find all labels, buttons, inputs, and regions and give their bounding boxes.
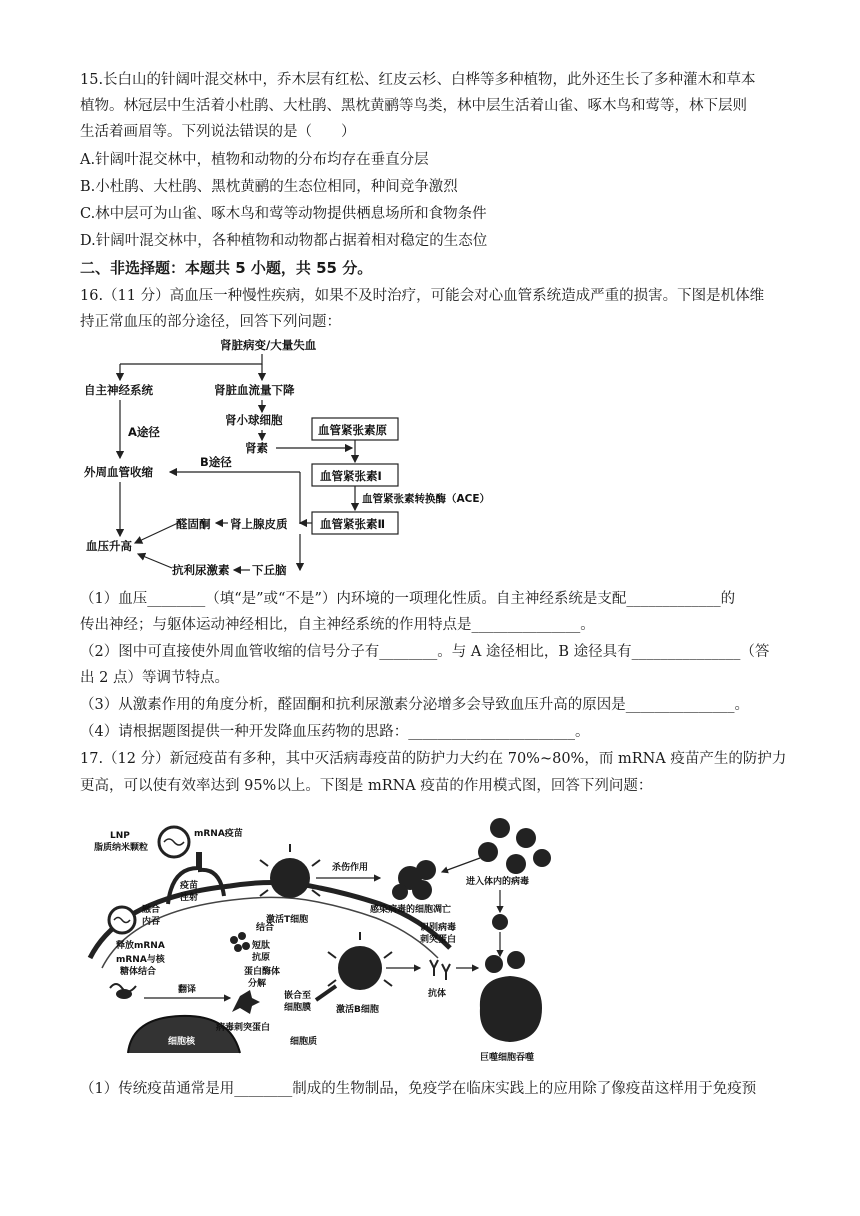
q15-option-d: D.针阔叶混交林中，各种植物和动物都占据着相对稳定的生态位 — [80, 233, 488, 249]
node-angiotensinogen: 血管紧张素原 — [318, 423, 387, 437]
q16-part-1a: （1）血压________（填“是”或“不是”）内环境的一项理化性质。自主神经系统是支配_____________的 — [80, 591, 736, 607]
label-lnp: LNP — [110, 831, 130, 841]
node-kidney-disease: 肾脏病变/大量失血 — [220, 338, 317, 352]
q17-part-1: （1）传统疫苗通常是用________制成的生物制品，免疫学在临床实践上的应用除了像疫苗这样用于免疫预 — [80, 1081, 757, 1097]
label-cytoplasm: 细胞质 — [290, 1037, 318, 1047]
node-renin: 肾素 — [245, 441, 268, 455]
node-adrenal-cortex: 肾上腺皮质 — [230, 517, 288, 531]
label-infected-cell-apoptosis: 感染病毒的细胞凋亡 — [370, 905, 452, 915]
q16-line-1: 16.（11 分）高血压一种慢性疾病，如果不及时治疗，可能会对心血管系统造成严重的损害。下图是机体维 — [80, 288, 765, 304]
mrna-vaccine-diagram — [80, 808, 770, 1066]
label-ribosome-binding-2: 糖体结合 — [120, 967, 157, 977]
label-fusion: 融合 — [142, 905, 161, 915]
label-degradation: 分解 — [248, 979, 267, 989]
q16-part-2a: （2）图中可直接使外周血管收缩的信号分子有________。与 A 途径相比，B 途径具有_______________（答 — [80, 644, 770, 660]
label-nucleus: 细胞核 — [168, 1037, 196, 1047]
label-antibody: 抗体 — [428, 989, 447, 999]
node-glomerular-cells: 肾小球细胞 — [225, 413, 283, 427]
label-proteasome: 蛋白酶体 — [244, 967, 281, 977]
q15-option-c: C.林中层可为山雀、啄木鸟和莺等动物提供栖息场所和食物条件 — [80, 206, 487, 222]
label-activated-b-cell: 激活B细胞 — [336, 1005, 379, 1015]
section-heading: 二、非选择题：本题共 5 小题，共 55 分。 — [80, 259, 373, 277]
label-short-peptide: 短肽 — [252, 941, 271, 951]
node-blood-pressure-rise: 血压升高 — [86, 539, 132, 553]
q16-part-1b: 传出神经；与躯体运动神经相比，自主神经系统的作用特点是_______________。 — [80, 617, 595, 633]
label-ribosome-binding-1: mRNA与核 — [116, 955, 165, 965]
label-vaccine: 疫苗 — [180, 881, 199, 891]
label-recognize-1: 识别病毒 — [420, 923, 457, 933]
node-adh: 抗利尿激素 — [172, 563, 230, 577]
node-autonomic-nervous-system: 自主神经系统 — [84, 383, 153, 397]
node-ace: 血管紧张素转换酶（ACE） — [362, 493, 491, 505]
label-release-mrna: 释放mRNA — [116, 941, 165, 951]
node-vasoconstriction: 外周血管收缩 — [84, 465, 153, 479]
q16-part-2b: 出 2 点）等调节特点。 — [80, 670, 229, 686]
q15-option-b: B.小杜鹃、大杜鹃、黑枕黄鹂的生态位相同，种间竞争激烈 — [80, 179, 458, 195]
label-antigen: 抗原 — [252, 953, 271, 963]
q17-line-2: 更高，可以使有效率达到 95%以上。下图是 mRNA 疫苗的作用模式图，回答下列问题： — [80, 778, 653, 794]
label-virus-entering: 进入体内的病毒 — [466, 877, 530, 887]
node-angiotensin-1: 血管紧张素Ⅰ — [320, 469, 382, 483]
label-embed-2: 细胞膜 — [284, 1003, 312, 1013]
node-angiotensin-2: 血管紧张素Ⅱ — [320, 517, 386, 531]
label-kill: 杀伤作用 — [332, 863, 369, 873]
node-aldosterone: 醛固酮 — [176, 517, 211, 531]
label-path-b: B途径 — [200, 455, 232, 469]
q16-part-3: （3）从激素作用的角度分析，醛固酮和抗利尿激素分泌增多会导致血压升高的原因是_______________。 — [80, 697, 749, 713]
label-embed-1: 嵌合至 — [284, 991, 312, 1001]
q15-line-3: 生活着画眉等。下列说法错误的是（ ） — [80, 124, 356, 140]
node-hypothalamus: 下丘脑 — [252, 563, 287, 577]
q15-line-1: 15.长白山的针阔叶混交林中，乔木层有红松、红皮云杉、白桦等多种植物，此外还生长了多种灌木和草本 — [80, 72, 756, 88]
blood-pressure-diagram — [80, 334, 520, 582]
label-endocytosis: 内吞 — [142, 917, 161, 927]
label-macrophage: 巨噬细胞吞噬 — [480, 1053, 535, 1063]
label-mrna-vaccine: mRNA疫苗 — [194, 829, 243, 839]
q16-line-2: 持正常血压的部分途径，回答下列问题： — [80, 314, 341, 330]
label-lnp-full: 脂质纳米颗粒 — [94, 843, 149, 853]
label-translation: 翻译 — [178, 985, 197, 995]
node-renal-blood-flow: 肾脏血流量下降 — [214, 383, 295, 397]
label-spike-protein: 病毒刺突蛋白 — [216, 1023, 271, 1033]
q17-line-1: 17.（12 分）新冠疫苗有多种，其中灭活病毒疫苗的防护力大约在 70%~80%，而 mRNA 疫苗产生的防护力 — [80, 751, 787, 767]
label-combine: 结合 — [256, 923, 275, 933]
label-activated-t-cell: 激活T细胞 — [266, 915, 309, 925]
q15-line-2: 植物。林冠层中生活着小杜鹃、大杜鹃、黑枕黄鹂等鸟类，林中层生活着山雀、啄木鸟和莺等，林下层则 — [80, 98, 747, 114]
q16-part-4: （4）请根据题图提供一种开发降血压药物的思路：_______________________。 — [80, 724, 590, 740]
label-recognize-2: 刺突蛋白 — [420, 935, 457, 945]
q15-option-a: A.针阔叶混交林中，植物和动物的分布均存在垂直分层 — [80, 152, 429, 168]
label-injection: 注射 — [180, 893, 199, 903]
label-path-a: A途径 — [128, 425, 160, 439]
